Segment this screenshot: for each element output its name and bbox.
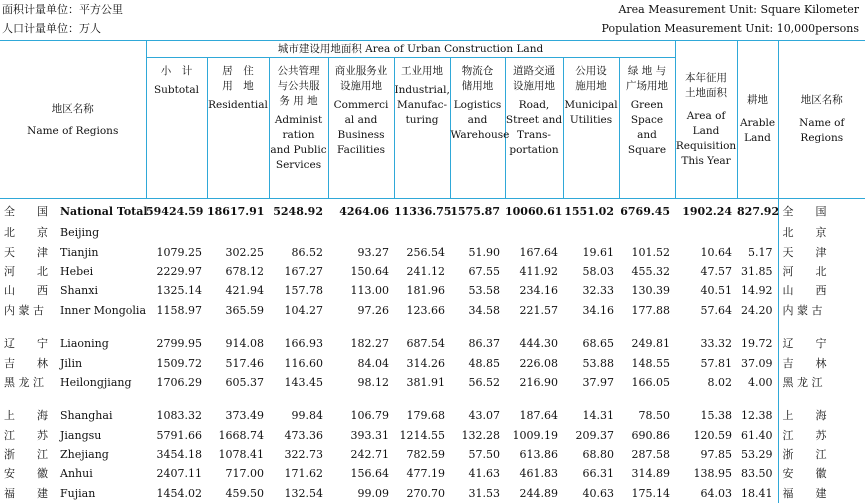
value-cell: 78.50 (638, 409, 671, 423)
region-name: 天 津 Tianjin (4, 245, 99, 259)
value-cell: 1325.14 (156, 284, 202, 298)
value-cell (505, 223, 563, 242)
region-name-right: 全 国 (778, 199, 865, 224)
col-header-subtotal: 小 计 Subtotal (146, 58, 207, 199)
value-cell: 678.12 (225, 264, 264, 278)
value-cell: 411.92 (519, 264, 558, 278)
value-cell: 171.62 (284, 467, 323, 481)
value-cell: 1158.97 (156, 303, 202, 317)
value-cell: 57.64 (700, 303, 733, 317)
value-cell: 461.83 (519, 467, 558, 481)
value-cell: 365.59 (225, 303, 264, 317)
value-cell: 226.08 (519, 356, 558, 370)
value-cell: 18.41 (741, 486, 773, 500)
value-cell (563, 223, 619, 242)
value-cell: 166.93 (284, 337, 323, 351)
value-cell: 86.52 (291, 245, 323, 259)
urban-land-group-header: 城市建设用地面积 Area of Urban Construction Land (146, 41, 675, 58)
value-cell: 138.95 (693, 467, 733, 481)
value-cell: 717.00 (225, 467, 264, 481)
area-unit-cn: 面积计量单位：平方公里 (2, 3, 123, 16)
value-cell (737, 223, 778, 242)
region-name: 安 徽 Anhui (4, 467, 93, 481)
table-row (0, 445, 865, 464)
value-cell (269, 223, 328, 242)
table-row (0, 426, 865, 445)
value-cell: 37.97 (582, 375, 614, 389)
year-acquisition-header: 本年征用 土地面积 Area of Land Requisition This Year (675, 41, 737, 199)
value-cell (619, 223, 675, 242)
col-header-industrial: 工业用地 Industrial, Manufac- turing (394, 58, 450, 199)
value-cell: 2799.95 (156, 337, 202, 351)
value-cell: 33.32 (700, 337, 733, 351)
value-cell: 19.61 (582, 245, 614, 259)
spacer-row (0, 320, 865, 334)
value-cell: 156.64 (350, 467, 389, 481)
value-cell: 53.58 (468, 284, 500, 298)
value-cell: 83.50 (741, 467, 773, 481)
value-cell: 179.68 (406, 409, 445, 423)
value-cell: 47.57 (700, 264, 733, 278)
value-cell: 41.63 (468, 467, 500, 481)
value-cell: 187.64 (519, 409, 558, 423)
value-cell: 43.07 (468, 409, 500, 423)
value-cell: 209.37 (575, 428, 614, 442)
value-cell: 157.78 (284, 284, 323, 298)
value-cell: 782.59 (406, 448, 445, 462)
value-cell: 31.53 (468, 486, 500, 500)
region-name-right: 北 京 (778, 223, 865, 242)
region-name: 江 苏 Jiangsu (4, 428, 102, 442)
value-cell: 12.38 (741, 409, 773, 423)
value-cell: 477.19 (406, 467, 445, 481)
value-cell: 242.71 (350, 448, 389, 462)
value-cell: 143.45 (284, 375, 323, 389)
region-name-right: 江 苏 (778, 426, 865, 445)
region-name: 上 海 Shanghai (4, 409, 113, 423)
value-cell: 605.37 (225, 375, 264, 389)
value-cell (675, 223, 737, 242)
value-cell: 455.32 (631, 264, 671, 278)
table-row (0, 406, 865, 425)
value-cell: 64.03 (700, 486, 733, 500)
region-name: 全 国 National Total (0, 199, 146, 224)
table-row (0, 464, 865, 483)
value-cell: 167.64 (519, 245, 558, 259)
value-cell: 34.58 (468, 303, 500, 317)
region-name-right: 黑 龙 江 (778, 373, 865, 392)
value-cell: 302.25 (225, 245, 264, 259)
value-cell: 57.50 (468, 448, 500, 462)
value-cell: 150.64 (350, 264, 389, 278)
value-cell: 53.88 (582, 356, 614, 370)
value-cell: 53.29 (741, 448, 773, 462)
value-cell: 1551.02 (563, 199, 619, 224)
area-unit-en: Area Measurement Unit: Square Kilometer (618, 3, 859, 16)
region-name-right: 福 建 (778, 484, 865, 503)
value-cell: 393.31 (350, 428, 389, 442)
col-header-road-transport: 道路交通 设施用地 Road, Street and Trans- portation (505, 58, 563, 199)
value-cell: 68.80 (582, 448, 614, 462)
value-cell: 24.20 (741, 303, 773, 317)
col-header-green-space: 绿 地 与 广场用地 Green Space and Square (619, 58, 675, 199)
value-cell: 5248.92 (269, 199, 328, 224)
value-cell: 1214.55 (399, 428, 445, 442)
table-row (0, 373, 865, 392)
pop-unit-en: Population Measurement Unit: 10,000persons (601, 22, 859, 35)
value-cell: 57.81 (700, 356, 733, 370)
value-cell: 1083.32 (156, 409, 202, 423)
table-row (0, 334, 865, 353)
value-cell: 18617.91 (207, 199, 269, 224)
value-cell: 2229.97 (156, 264, 202, 278)
value-cell: 31.85 (741, 264, 773, 278)
value-cell: 314.26 (406, 356, 445, 370)
region-name: 黑 龙 江 Heilongjiang (4, 375, 132, 389)
value-cell: 827.92 (737, 199, 778, 224)
value-cell: 10060.61 (505, 199, 563, 224)
value-cell: 120.59 (693, 428, 733, 442)
value-cell: 177.88 (631, 303, 671, 317)
value-cell: 132.54 (284, 486, 323, 500)
pop-unit-cn: 人口计量单位：万人 (2, 22, 101, 35)
value-cell: 132.28 (461, 428, 500, 442)
value-cell: 68.65 (582, 337, 614, 351)
value-cell (146, 223, 207, 242)
value-cell: 1079.25 (156, 245, 202, 259)
value-cell: 5.17 (748, 245, 773, 259)
value-cell: 14.31 (582, 409, 614, 423)
value-cell: 473.36 (284, 428, 323, 442)
region-name: 内 蒙 古 Inner Mongolia (4, 303, 147, 317)
value-cell (450, 223, 505, 242)
region-name-right: 吉 林 (778, 353, 865, 372)
value-cell: 104.27 (284, 303, 323, 317)
value-cell: 101.52 (631, 245, 671, 259)
region-name-right: 天 津 (778, 242, 865, 261)
value-cell: 98.12 (357, 375, 389, 389)
col-header-public-services: 公共管理 与公共服 务 用 地 Administ ration and Public Services (269, 58, 328, 199)
region-name-right: 内 蒙 古 (778, 301, 865, 320)
table-row (0, 242, 865, 261)
region-name-right: 安 徽 (778, 464, 865, 483)
value-cell: 687.54 (406, 337, 445, 351)
value-cell: 97.85 (700, 448, 733, 462)
value-cell: 106.79 (350, 409, 389, 423)
value-cell: 51.90 (468, 245, 500, 259)
value-cell: 181.96 (406, 284, 445, 298)
value-cell: 322.73 (284, 448, 323, 462)
region-name: 吉 林 Jilin (4, 356, 83, 370)
value-cell: 15.38 (700, 409, 733, 423)
value-cell: 249.81 (631, 337, 671, 351)
value-cell: 459.50 (225, 486, 264, 500)
col-header-residential: 居 住 用 地 Residential (207, 58, 269, 199)
region-name: 福 建 Fujian (4, 486, 96, 500)
value-cell: 67.55 (468, 264, 500, 278)
value-cell: 1509.72 (156, 356, 202, 370)
value-cell: 40.51 (700, 284, 733, 298)
value-cell (328, 223, 394, 242)
value-cell: 86.37 (468, 337, 500, 351)
value-cell: 61.40 (741, 428, 773, 442)
value-cell: 58.03 (582, 264, 614, 278)
region-name: 辽 宁 Liaoning (4, 337, 109, 351)
value-cell: 32.33 (582, 284, 614, 298)
table-row (0, 262, 865, 281)
value-cell: 6769.45 (619, 199, 675, 224)
value-cell: 1009.19 (512, 428, 558, 442)
region-name: 河 北 Hebei (4, 264, 94, 278)
value-cell: 256.54 (406, 245, 445, 259)
value-cell: 444.30 (519, 337, 558, 351)
value-cell: 97.26 (357, 303, 389, 317)
value-cell: 56.52 (468, 375, 500, 389)
value-cell: 34.16 (582, 303, 614, 317)
value-cell: 1454.02 (156, 486, 202, 500)
region-header: 地区名称 Name of Regions (0, 41, 146, 199)
value-cell: 166.05 (631, 375, 671, 389)
value-cell: 40.63 (582, 486, 614, 500)
value-cell: 84.04 (357, 356, 389, 370)
value-cell: 287.58 (631, 448, 671, 462)
arable-land-header: 耕地 Arable Land (737, 41, 778, 199)
table-row (0, 301, 865, 320)
value-cell: 1902.24 (675, 199, 737, 224)
value-cell: 93.27 (357, 245, 389, 259)
region-name-right: 上 海 (778, 406, 865, 425)
value-cell: 421.94 (225, 284, 264, 298)
value-cell: 175.14 (631, 486, 671, 500)
value-cell: 66.31 (582, 467, 614, 481)
table-row (0, 199, 865, 224)
value-cell: 1668.74 (218, 428, 264, 442)
value-cell: 59424.59 (146, 199, 207, 224)
value-cell: 182.27 (350, 337, 389, 351)
region-right-header: 地区名称 Name of Regions (778, 41, 865, 199)
value-cell (394, 223, 450, 242)
region-name: 山 西 Shanxi (4, 284, 98, 298)
value-cell: 123.66 (406, 303, 445, 317)
value-cell: 270.70 (406, 486, 445, 500)
value-cell: 4264.06 (328, 199, 394, 224)
value-cell: 381.91 (406, 375, 445, 389)
value-cell: 244.89 (519, 486, 558, 500)
value-cell: 148.55 (631, 356, 671, 370)
col-header-commercial: 商业服务业 设施用地 Commerci al and Business Facilities (328, 58, 394, 199)
value-cell: 2407.11 (156, 467, 202, 481)
value-cell: 14.92 (741, 284, 773, 298)
value-cell: 690.86 (631, 428, 671, 442)
value-cell: 5791.66 (156, 428, 202, 442)
value-cell: 10.64 (700, 245, 733, 259)
col-header-municipal-utilities: 公用设 施用地 Municipal Utilities (563, 58, 619, 199)
value-cell: 216.90 (519, 375, 558, 389)
value-cell: 613.86 (519, 448, 558, 462)
table-row (0, 223, 865, 242)
value-cell: 11336.75 (394, 199, 450, 224)
col-header-logistics: 物流仓 储用地 Logistics and Warehouse (450, 58, 505, 199)
value-cell: 241.12 (406, 264, 445, 278)
value-cell: 48.85 (468, 356, 500, 370)
region-name-right: 浙 江 (778, 445, 865, 464)
value-cell: 1575.87 (450, 199, 505, 224)
value-cell: 373.49 (225, 409, 264, 423)
value-cell: 4.00 (748, 375, 773, 389)
region-name: 浙 江 Zhejiang (4, 448, 109, 462)
value-cell (207, 223, 269, 242)
statistics-table (0, 40, 865, 503)
region-name-right: 河 北 (778, 262, 865, 281)
spacer-row (0, 392, 865, 406)
value-cell: 1078.41 (218, 448, 264, 462)
table-row (0, 484, 865, 503)
region-name-right: 辽 宁 (778, 334, 865, 353)
table-row (0, 353, 865, 372)
value-cell: 99.09 (357, 486, 389, 500)
value-cell: 167.27 (284, 264, 323, 278)
value-cell: 221.57 (519, 303, 558, 317)
value-cell: 99.84 (291, 409, 323, 423)
value-cell: 130.39 (631, 284, 671, 298)
value-cell: 3454.18 (156, 448, 202, 462)
value-cell: 19.72 (741, 337, 773, 351)
value-cell: 116.60 (284, 356, 323, 370)
value-cell: 914.08 (225, 337, 264, 351)
value-cell: 37.09 (741, 356, 773, 370)
value-cell: 1706.29 (156, 375, 202, 389)
region-name: 北 京 Beijing (4, 226, 100, 240)
region-name-right: 山 西 (778, 281, 865, 300)
value-cell: 314.89 (631, 467, 671, 481)
value-cell: 517.46 (225, 356, 264, 370)
value-cell: 8.02 (707, 375, 733, 389)
value-cell: 234.16 (519, 284, 558, 298)
table-row (0, 281, 865, 300)
value-cell: 113.00 (350, 284, 389, 298)
